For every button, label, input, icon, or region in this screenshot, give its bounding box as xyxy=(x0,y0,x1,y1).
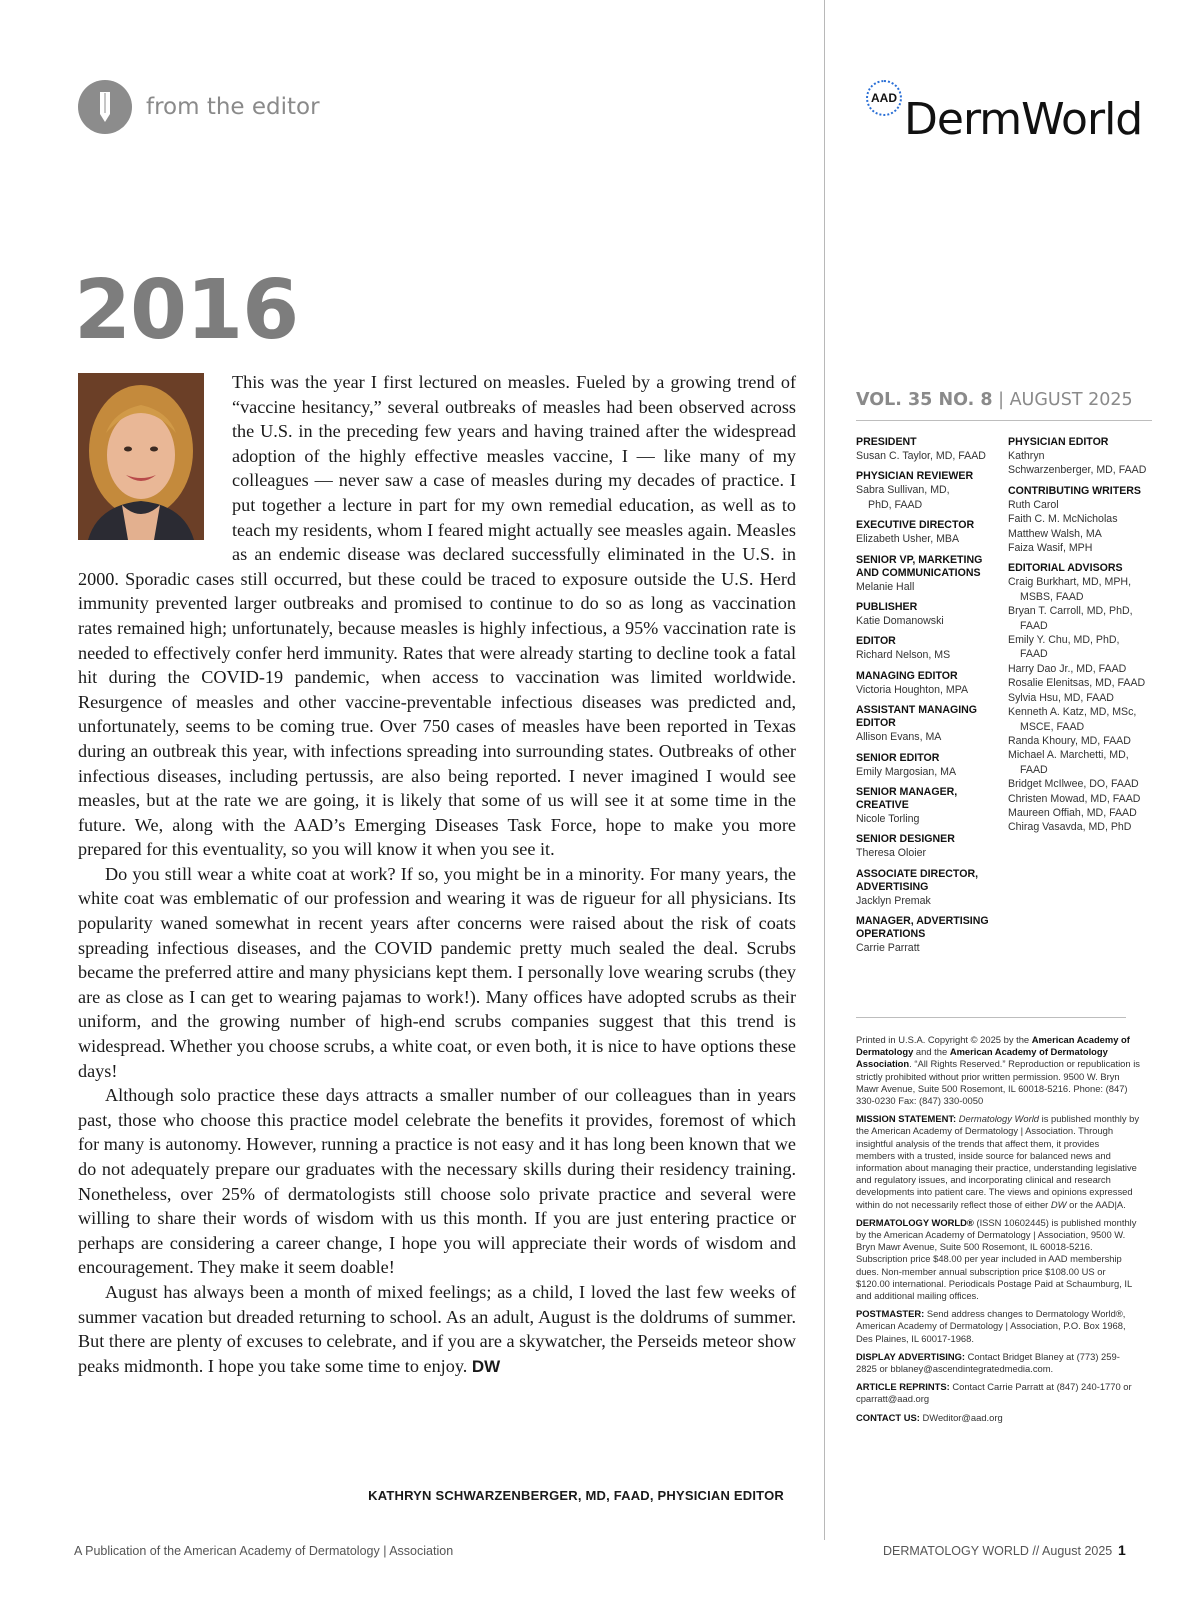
masthead-group xyxy=(856,554,1006,594)
pencil-icon xyxy=(78,80,132,134)
mission-text: is published monthly by the American Academy of Dermatology | Association. Through insightful analysis of the trends that affect them, it provides members with a trusted, inside source for balanced news and information about managing their practice, understanding legislative and regulatory issues, and incorporating clinical and research developments into patient care. The views and opinions expressed within do not necessarily reflect those of either xyxy=(856,1113,1140,1210)
masthead-name: Carrie Parratt xyxy=(856,942,920,955)
masthead-role: SENIOR DESIGNER xyxy=(856,833,955,846)
masthead-role: SENIOR EDITOR xyxy=(856,751,940,764)
mission-label: MISSION STATEMENT: xyxy=(856,1113,957,1125)
masthead-role: PRESIDENT xyxy=(856,436,917,448)
dermworld-logo xyxy=(866,80,1142,145)
masthead-name: Faiza Wasif, MPH xyxy=(1008,542,1093,555)
masthead-name: Melanie Hall xyxy=(856,580,915,593)
masthead-role: EDITOR xyxy=(856,635,896,648)
display-advertising-text: Contact Bridget Blaney at (773) 259-2825 or bblaney@ascendintegratedmedia.com. xyxy=(856,1350,1120,1375)
masthead-name: Faith C. M. McNicholas xyxy=(1008,513,1118,526)
copyright-notice xyxy=(856,1034,1140,1107)
article-paragraph: This was the year I first lectured on measles. Fueled by a growing trend of “vaccine hesitancy,” several outbreaks of measles had been observed across the U.S. in the preceding few years and having trained after the widespread adoption of the highly effective measles vaccine, I — like many of my colleagues — never saw a case of measles during my decades of practice. I put together a lecture in part for my own remedial education, as well as to teach my residents, whom I feared might actually see measles again. Measles as an endemic disease was declared successfully eliminated in the U.S. in 2000. Sporadic cases still occurred, but these could be traced to exposure outside the U.S. Herd immunity prevented larger outbreaks and promised to continue to do so as long as vaccination rates remained high; unfortunately, because measles is highly infectious, a 95% vaccination rate is needed to effectively confer herd immunity. Rates that were already starting to decline took a fatal hit during the COVID-19 pandemic, when access to vaccination was limited worldwide. Resurgence of measles and other vaccine-preventable infectious diseases was predicted and, unfortunately, seems to be coming true. Over 750 cases of measles have been reported in Texas during an outbreak this year, with infections spreading into surrounding states. Outbreaks of other infectious diseases, including pertussis, are also being reported. I never imagined I would see measles, but at the rate we are going, it is likely that some of us will see it at some time in the future. We, along with the AAD’s Emerging Diseases Task Force, hope to make you more prepared for this eventuality, so you will know it when you see it. xyxy=(78,372,796,860)
masthead-group xyxy=(856,704,1006,744)
masthead-role: MANAGING EDITOR xyxy=(856,669,958,682)
masthead-role: PHYSICIAN EDITOR xyxy=(1008,436,1109,448)
issue-date: AUGUST 2025 xyxy=(1009,390,1133,410)
masthead-name: Harry Dao Jr., MD, FAAD xyxy=(1008,662,1127,675)
masthead-group xyxy=(856,833,1006,860)
masthead-name: Susan C. Taylor, MD, FAAD xyxy=(856,450,986,462)
masthead-name: Richard Nelson, MS xyxy=(856,649,951,662)
mission-title: Dermatology World xyxy=(958,1113,1040,1125)
masthead-role: SENIOR MANAGER, CREATIVE xyxy=(856,786,958,812)
masthead-name: Bridget McIlwee, DO, FAAD xyxy=(1008,778,1139,791)
footer-publisher: A Publication of the American Academy of Dermatology | Association xyxy=(74,1544,454,1558)
masthead-role: ASSISTANT MANAGING EDITOR xyxy=(856,704,978,730)
article-paragraph xyxy=(78,1280,796,1379)
masthead-group xyxy=(856,470,1006,512)
copyright-org-2: American Academy of Dermatology Association xyxy=(856,1046,1108,1070)
masthead-name: Sylvia Hsu, MD, FAAD xyxy=(1008,691,1114,704)
masthead-group xyxy=(856,786,1006,826)
masthead-group xyxy=(856,601,1006,628)
masthead-group xyxy=(856,635,1006,662)
masthead-name: Ruth Carol xyxy=(1008,498,1059,511)
masthead-group xyxy=(856,915,1006,955)
masthead-role: PHYSICIAN REVIEWER xyxy=(856,470,974,483)
masthead-role: SENIOR VP, MARKETING AND COMMUNICATIONS xyxy=(856,553,983,579)
contact-notice xyxy=(856,1412,1140,1424)
reprints-label: ARTICLE REPRINTS: xyxy=(856,1381,950,1393)
masthead-name: Kathryn xyxy=(1008,450,1045,462)
article-paragraph-text: August has always been a month of mixed feelings; as a child, I loved the last few weeks of summer vacation but dreaded returning to school. As an adult, August is the doldrums of summer. But there are plenty of excuses to celebrate, and if you are a skywatcher, the Perseids meteor show peaks midmonth. I hope you take some time to enjoy. xyxy=(78,1281,796,1376)
masthead-name: Jacklyn Premak xyxy=(856,894,931,907)
fineprint-rule xyxy=(856,1017,1126,1018)
display-advertising-notice xyxy=(856,1351,1140,1375)
masthead-group xyxy=(856,519,1006,546)
masthead-group xyxy=(856,436,1006,463)
masthead-name: Matthew Walsh, MA xyxy=(1008,527,1102,540)
article-year-heading: 2016 xyxy=(74,263,299,358)
masthead-name: MSBS, FAAD xyxy=(1020,590,1084,603)
copyright-and: and the xyxy=(915,1046,948,1058)
masthead-group xyxy=(856,670,1006,697)
masthead-group xyxy=(1008,436,1164,478)
masthead-group xyxy=(856,868,1006,908)
masthead-name: FAAD xyxy=(1020,763,1048,776)
section-header xyxy=(78,80,320,134)
section-label: from the editor xyxy=(146,94,320,120)
editorial-article xyxy=(78,370,796,1379)
display-advertising-label: DISPLAY ADVERTISING: xyxy=(856,1350,966,1362)
masthead-name: Randa Khoury, MD, FAAD xyxy=(1008,734,1131,747)
postmaster-notice xyxy=(856,1308,1140,1345)
reprints-text: Contact Carrie Parratt at (847) 240-1770 or cparratt@aad.org xyxy=(856,1381,1132,1405)
masthead-name: Sabra Sullivan, MD, xyxy=(856,484,950,497)
masthead-name: Chirag Vasavda, MD, PhD xyxy=(1008,821,1132,834)
aad-badge: AAD xyxy=(866,80,902,116)
masthead-name: Bryan T. Carroll, MD, PhD, xyxy=(1008,605,1133,618)
article-reprints-notice xyxy=(856,1381,1140,1405)
copyright-rest: . “All Rights Reserved.” Reproduction or republication is strictly prohibited without prior written permission. 9500 W. Bryn Mawr Avenue, Suite 500 Rosemont, IL 60018-5216. Phone: (847) 330-0230 Fax: (847) 330-0050 xyxy=(856,1058,1140,1107)
column-divider xyxy=(824,0,825,1540)
masthead-name: Michael A. Marchetti, MD, xyxy=(1008,749,1129,762)
copyright-prefix: Printed in U.S.A. Copyright © 2025 by the xyxy=(856,1034,1030,1045)
masthead-name: Allison Evans, MA xyxy=(856,731,942,744)
masthead-name: Theresa Oloier xyxy=(856,847,927,860)
masthead-name: FAAD xyxy=(1020,619,1048,632)
masthead-role: EXECUTIVE DIRECTOR xyxy=(856,519,975,532)
masthead-name: FAAD xyxy=(1020,648,1048,661)
masthead-right-column xyxy=(1008,436,1164,842)
portrait-wrap-space xyxy=(78,370,232,556)
issue-info xyxy=(856,390,1133,410)
mission-dw: DW xyxy=(1050,1198,1067,1210)
masthead-role: CONTRIBUTING WRITERS xyxy=(1008,484,1142,497)
masthead-name: Rosalie Elenitsas, MD, FAAD xyxy=(1008,677,1146,690)
dw-text: (ISSN 10602445) is published monthly by the American Academy of Dermatology | Association, 9500 W. Bryn Mawr Avenue, Suite 500 Rosemont, IL 60018-5216. Subscription price $48.00 per year included in AAD membership dues. Non-member annual subscription price $108.00 US or $120.00 international. Periodicals Postage Paid at Schaumburg, IL and additional mailing offices. xyxy=(856,1216,1137,1302)
masthead-name: Emily Y. Chu, MD, PhD, xyxy=(1008,634,1120,647)
masthead-name: PhD, FAAD xyxy=(868,498,923,511)
publication-fine-print xyxy=(856,1034,1140,1430)
author-signature: KATHRYN SCHWARZENBERGER, MD, FAAD, PHYSICIAN EDITOR xyxy=(368,1488,784,1503)
contact-text: DWeditor@aad.org xyxy=(922,1411,1003,1423)
postmaster-label: POSTMASTER: xyxy=(856,1308,925,1320)
masthead-group xyxy=(1008,485,1164,556)
masthead-name: Kenneth A. Katz, MD, MSc, xyxy=(1008,706,1137,719)
masthead-group xyxy=(856,752,1006,779)
contact-label: CONTACT US: xyxy=(856,1411,920,1423)
masthead-name: Emily Margosian, MA xyxy=(856,765,957,778)
masthead-role: PUBLISHER xyxy=(856,601,918,614)
copyright-org-1: American Academy of Dermatology xyxy=(856,1034,1130,1058)
postmaster-text: Send address changes to Dermatology World®, American Academy of Dermatology | Association, P.O. Box 1968, Des Plaines, IL 60017-1968. xyxy=(856,1308,1126,1344)
masthead-rule xyxy=(856,420,1152,421)
end-mark: DW xyxy=(471,1356,501,1376)
article-paragraph: Although solo practice these days attracts a smaller number of our colleagues than in years past, those who choose this practice model celebrate the benefits it provides, foremost of which for many is autonomy. However, running a practice is not easy and it has long been known that we do not adequately prepare our graduates with the necessary skills during their residency training. Nonetheless, over 25% of dermatologists still choose solo private practice and several were willing to share their words of wisdom with us this month. If you are just entering practice or perhaps are considering a career change, I hope you will appreciate their words of wisdom and encouragement. They make it seem doable! xyxy=(78,1085,796,1278)
masthead-name: Maureen Offiah, MD, FAAD xyxy=(1008,806,1137,819)
masthead-name: Victoria Houghton, MPA xyxy=(856,683,969,696)
masthead-left-column xyxy=(856,436,1006,963)
dw-label: DERMATOLOGY WORLD® xyxy=(856,1216,974,1228)
masthead-name: Craig Burkhart, MD, MPH, xyxy=(1008,576,1132,589)
page-number: 1 xyxy=(1118,1542,1126,1558)
footer-issue: DERMATOLOGY WORLD // August 2025 xyxy=(883,1544,1113,1558)
masthead-group xyxy=(1008,562,1164,834)
logo-wordmark: DermWorld xyxy=(904,94,1143,145)
masthead-name: MSCE, FAAD xyxy=(1020,720,1085,733)
masthead-role: MANAGER, ADVERTISING OPERATIONS xyxy=(856,915,989,941)
dermatology-world-notice xyxy=(856,1217,1140,1302)
article-paragraph: Do you still wear a white coat at work? If so, you might be in a minority. For many years, the white coat was emblematic of our profession and wearing it was de rigueur for all physicians. Its popularity waned somewhat in recent years after concerns were raised about the risk of coats spreading infectious diseases, and the COVID pandemic pretty much sealed the deal. Scrubs became the preferred attire and many physicians kept them. I personally love wearing scrubs (they are as close as I can get to wearing pajamas to work!). Many offices have adopted scrubs as their uniform, and the growing number of high-end scrubs companies suggest that this trend is widespread. Whether you choose scrubs, a white coat, or even both, it is nice to have options these days! xyxy=(78,863,796,1081)
mission-end: or the AAD|A. xyxy=(1069,1198,1126,1210)
mission-statement xyxy=(856,1113,1140,1211)
masthead-name: Elizabeth Usher, MBA xyxy=(856,533,960,546)
masthead-name: Katie Domanowski xyxy=(856,615,944,628)
masthead-role: ASSOCIATE DIRECTOR, ADVERTISING xyxy=(856,867,979,893)
masthead-name: Nicole Torling xyxy=(856,813,920,826)
issue-separator: | xyxy=(998,390,1004,410)
masthead-name: Schwarzenberger, MD, FAAD xyxy=(1008,464,1147,477)
masthead-name: Christen Mowad, MD, FAAD xyxy=(1008,792,1141,805)
masthead-role: EDITORIAL ADVISORS xyxy=(1008,562,1123,575)
issue-volume: VOL. 35 NO. 8 xyxy=(856,390,993,410)
